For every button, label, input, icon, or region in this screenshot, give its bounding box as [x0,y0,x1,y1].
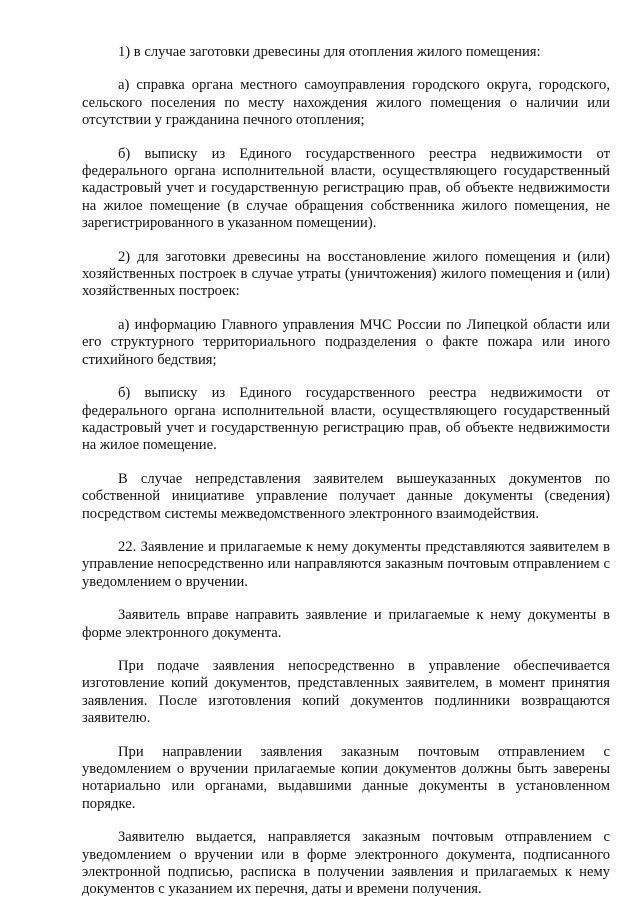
paragraph-emergency-info: а) информацию Главного управления МЧС России по Липецкой области или его структурного территориального подразделения о факте пожара или иного стихийного бедствия; [82,316,610,368]
paragraph-interagency-request: В случае непредставления заявителем вышеуказанных документов по собственной инициативе управление получает данные документы (сведения) посредством системы межведомственного электронного взаимодействия. [82,470,610,522]
paragraph-restoration-registry-extract: б) выписку из Единого государственного реестра недвижимости от федерального органа исполнительной власти, осуществляющего государственный кадастровый учет и государственную регистрацию прав, об объекте недвижимости на жилое помещение. [82,385,610,454]
paragraph-copies-by-mail: При направлении заявления заказным почтовым отправлением с уведомлением о вручении прилагаемые копии документов должны быть заверены нотариально или органами, выдавшими данные документы в установленном порядке. [82,743,610,812]
paragraph-restoration: 2) для заготовки древесины на восстановление жилого помещения и (или) хозяйственных построек в случае утраты (уничтожения) жилого помещения и (или) хозяйственных построек: [82,248,610,300]
paragraph-heating: 1) в случае заготовки древесины для отопления жилого помещения: [118,44,541,60]
document-body [82,44,610,899]
paragraph-copies-in-person: При подаче заявления непосредственно в управление обеспечивается изготовление копий документов, представленных заявителем, в момент принятия заявления. После изготовления копий документов подлинники возвращаются заявителю. [82,657,610,727]
paragraph-electronic-submission: Заявитель вправе направить заявление и прилагаемые к нему документы в форме электронного документа. [82,607,610,641]
paragraph-heating-registry-extract: б) выписку из Единого государственного реестра недвижимости от федерального органа исполнительной власти, осуществляющего государственный кадастровый учет и государственную регистрацию прав, об объекте недвижимости на жилое помещение (в случае обращения собственника жилого помещения, не зарегистрированного в указанном помещении). [82,145,610,232]
paragraph-item-22: 22. Заявление и прилагаемые к нему документы представляются заявителем в управление непосредственно или направляются заказным почтовым отправлением с уведомлением о вручении. [82,538,610,590]
paragraph-receipt: Заявителю выдается, направляется заказным почтовым отправлением с уведомлением о вручении или в форме электронного документа, подписанного электронной подписью, расписка в получении заявления и прилагаемых к нему документов с указанием их перечня, даты и времени получения. [82,829,610,898]
paragraph-heating-certificate: а) справка органа местного самоуправления городского округа, городского, сельского поселения по месту нахождения жилого помещения о наличии или отсутствии у гражданина печного отопления; [82,77,610,129]
